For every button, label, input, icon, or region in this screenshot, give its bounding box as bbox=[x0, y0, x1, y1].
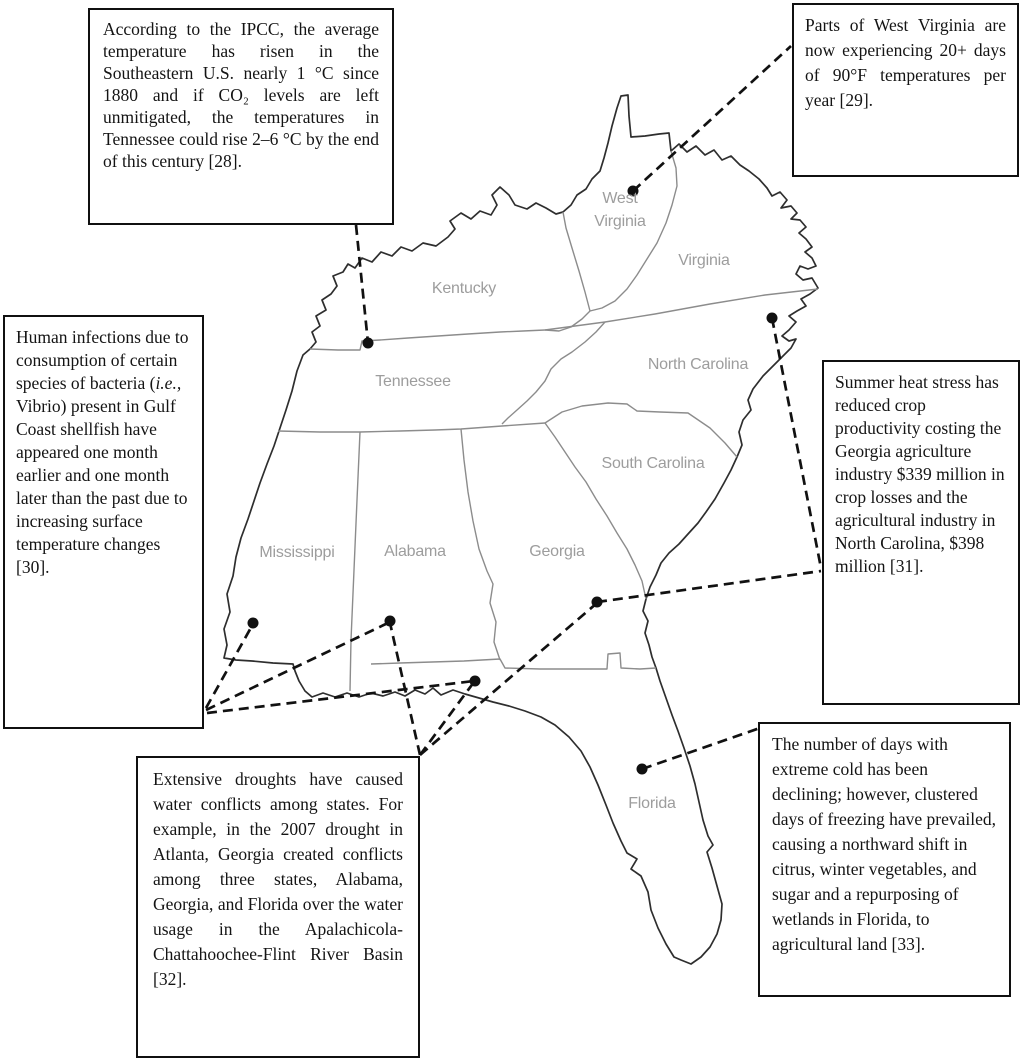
state-label-kentucky: Kentucky bbox=[431, 280, 497, 297]
map-marker-mississippi bbox=[248, 618, 259, 629]
map-marker-alabama bbox=[385, 616, 396, 627]
callout-heat-stress-text: Summer heat stress has reduced crop productivity costing the Georgia agriculture industry $339 million in crop losses and the agricultural industry in North Carolina, $398 million [31]. bbox=[835, 372, 1005, 576]
map-marker-georgia bbox=[592, 597, 603, 608]
state-label-west-virginia-line1: West bbox=[602, 190, 638, 207]
callout-west-virginia-text: Parts of West Virginia are now experiencing 20+ days of 90°F temperatures per year [29]. bbox=[805, 15, 1006, 110]
callout-ipcc-text: According to the IPCC, the average temperature has risen in the Southeastern U.S. nearly 1 °C since 1880 and if CO₂ levels are left unmitigated, the temperatures in Tennessee could rise 2–6 °C by the end of this century [28]. bbox=[103, 19, 379, 171]
callout-west-virginia-heat bbox=[792, 3, 1019, 177]
state-label-south-carolina: South Carolina bbox=[601, 455, 705, 472]
callout-shellfish-italic: i.e., bbox=[155, 373, 182, 393]
callout-summer-heat-stress bbox=[822, 360, 1020, 705]
state-label-georgia: Georgia bbox=[529, 543, 585, 560]
callout-droughts-text: Extensive droughts have caused water conflicts among states. For example, in the 2007 drought in Atlanta, Georgia created conflicts among three states, Alabama, Georgia, and Florida over the water usage in the Apalachicola-Chattahoochee-Flint River Basin [32]. bbox=[153, 769, 403, 989]
leader-north-carolina-to-callout bbox=[772, 318, 821, 568]
map-marker-central-florida bbox=[637, 764, 648, 775]
callout-shellfish-text bbox=[16, 326, 191, 579]
map-marker-tennessee bbox=[363, 338, 374, 349]
map-marker-north-carolina bbox=[767, 313, 778, 324]
callout-droughts bbox=[136, 756, 420, 1058]
callout-florida-cold-text: The number of days with extreme cold has been declining; however, clustered days of freezing have prevailed, causing a northward shift in citrus, winter vegetables, and sugar and a repurposing of wetlands in Florida, to agricultural land [33]. bbox=[772, 734, 996, 954]
callout-florida-cold bbox=[758, 722, 1011, 997]
state-label-west-virginia-line2: Virginia bbox=[594, 213, 646, 230]
state-label-tennessee: Tennessee bbox=[375, 373, 451, 390]
state-label-north-carolina: North Carolina bbox=[647, 356, 749, 373]
callout-ipcc-temperature bbox=[88, 8, 394, 225]
state-label-mississippi: Mississippi bbox=[259, 544, 335, 561]
callout-shellfish-text-before: Human infections due to consumption of certain species of bacteria ( bbox=[16, 327, 189, 393]
callout-shellfish-infections bbox=[3, 315, 204, 729]
callout-shellfish-text-after: Vibrio) present in Gulf Coast shellfish have appeared one month earlier and one month later than the past due to increasing surface temperature changes [30]. bbox=[16, 396, 188, 577]
state-label-florida: Florida bbox=[628, 795, 676, 812]
state-label-alabama: Alabama bbox=[384, 543, 446, 560]
state-label-virginia: Virginia bbox=[678, 252, 730, 269]
map-marker-florida-panhandle bbox=[470, 676, 481, 687]
